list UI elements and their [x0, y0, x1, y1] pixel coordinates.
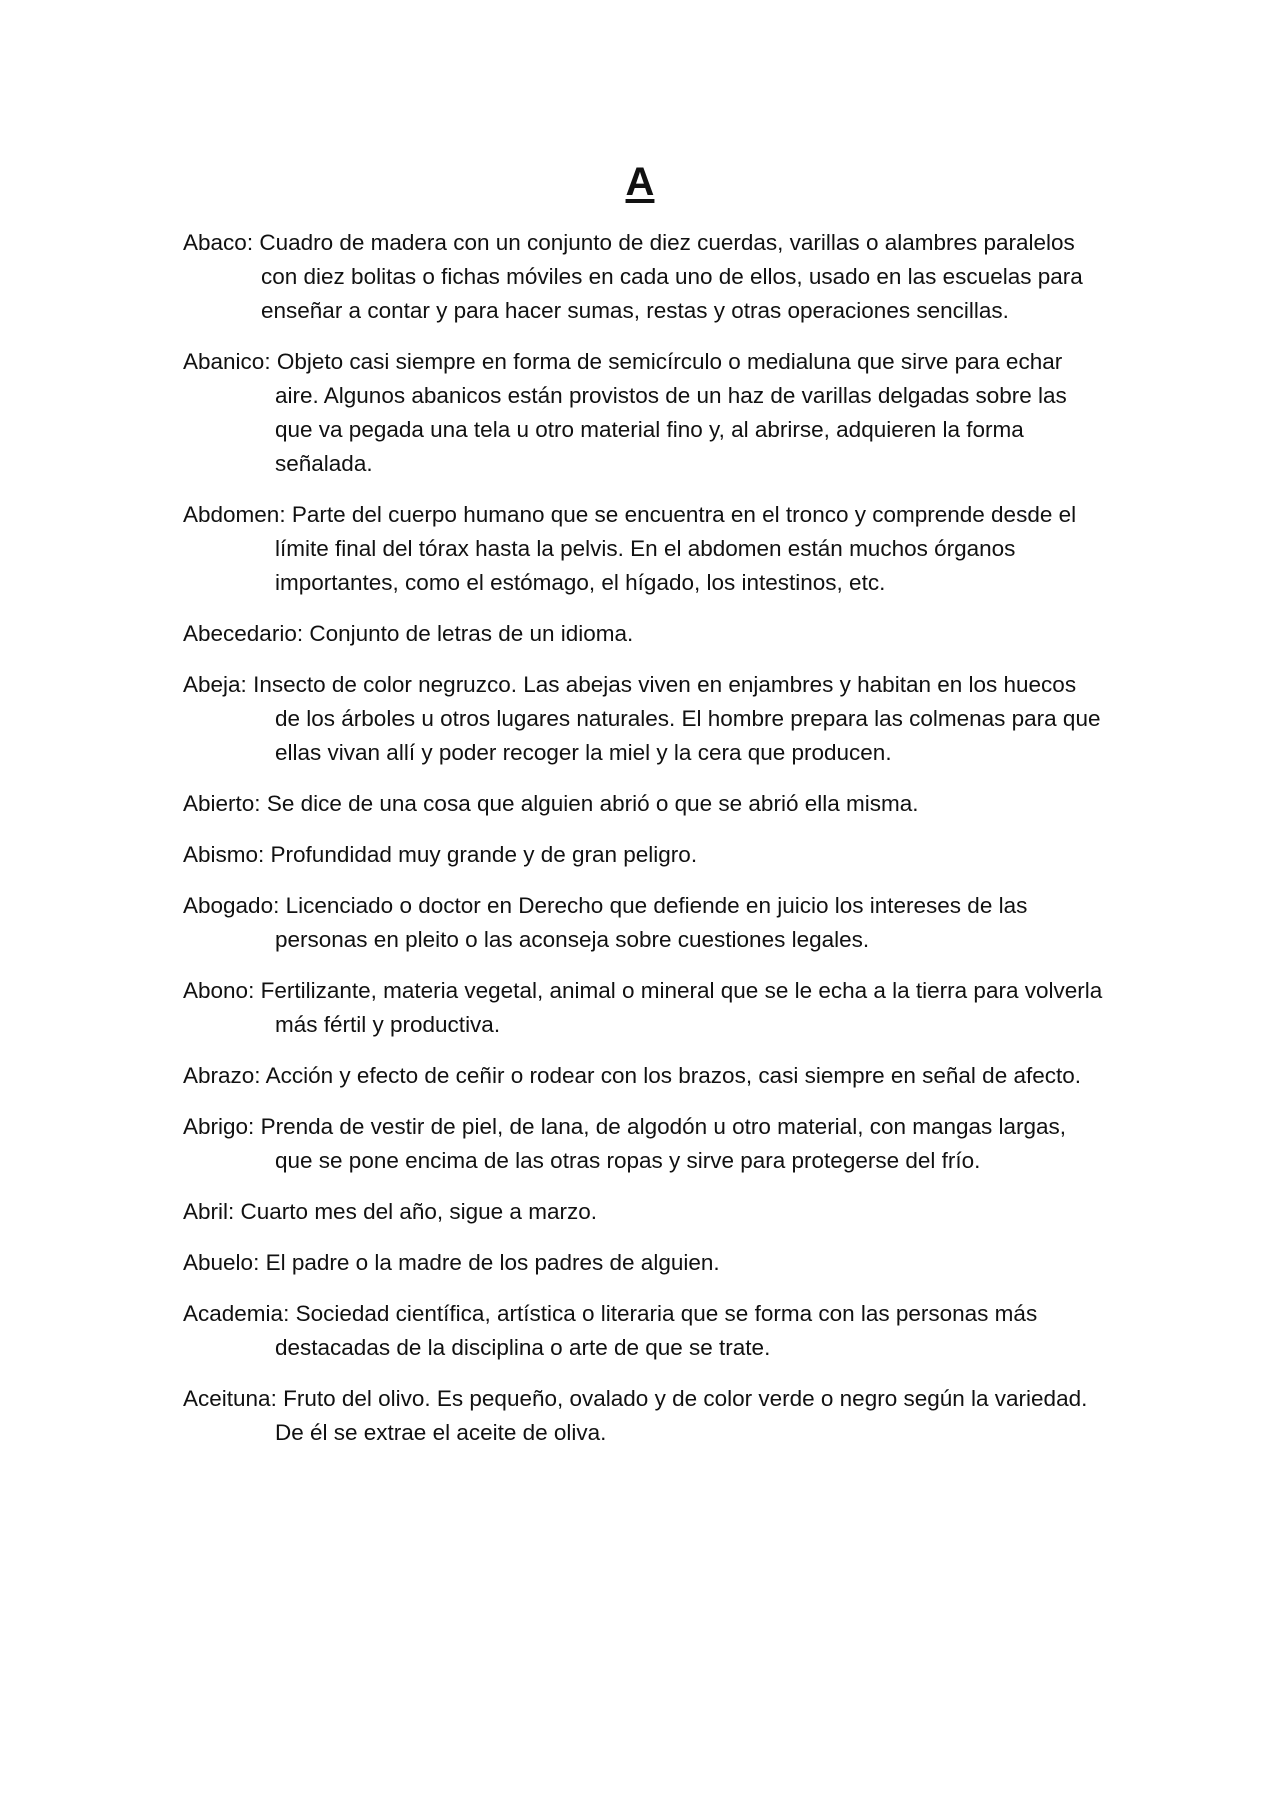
entry-definition: Se dice de una cosa que alguien abrió o que se abrió ella misma.	[266, 791, 919, 816]
glossary-entry: Aceituna: Fruto del olivo. Es pequeño, ovalado y de color verde o negro según la variedad. De él se extrae el aceite de oliva.	[183, 1386, 1088, 1445]
glossary-entry: Abismo: Profundidad muy grande y de gran peligro.	[183, 842, 698, 867]
entry-term: Abecedario	[183, 621, 297, 646]
entry-term: Abanico	[183, 349, 265, 374]
entry-definition: Prenda de vestir de piel, de lana, de algodón u otro material, con mangas largas, que se pone encima de las otras ropas y sirve para protegerse del frío.	[260, 1114, 1067, 1173]
glossary-entry: Abdomen: Parte del cuerpo humano que se encuentra en el tronco y comprende desde el límite final del tórax hasta la pelvis. En el abdomen están muchos órganos importantes, como el estómago, el hígado, los intestinos, etc.	[183, 502, 1077, 595]
entry-term: Abaco	[183, 230, 247, 255]
glossary-entry: Abecedario: Conjunto de letras de un idioma.	[183, 621, 634, 646]
glossary-entry: Abierto: Se dice de una cosa que alguien abrió o que se abrió ella misma.	[183, 791, 919, 816]
glossary-entries	[183, 226, 1103, 1467]
entry-term: Aceituna	[183, 1386, 271, 1411]
entry-term: Abismo	[183, 842, 259, 867]
glossary-entry: Abuelo: El padre o la madre de los padres de alguien.	[183, 1250, 720, 1275]
entry-term: Abril	[183, 1199, 229, 1224]
entry-definition: Objeto casi siempre en forma de semicírculo o medialuna que sirve para echar aire. Algunos abanicos están provistos de un haz de varillas delgadas sobre las que va pegada una tela u otro material fino y, al abrirse, adquieren la forma señalada.	[275, 349, 1067, 476]
entry-definition: Sociedad científica, artística o literaria que se forma con las personas más destacadas de la disciplina o arte de que se trate.	[275, 1301, 1038, 1360]
glossary-entry: Abanico: Objeto casi siempre en forma de semicírculo o medialuna que sirve para echar aire. Algunos abanicos están provistos de un haz de varillas delgadas sobre las que va pegada una tela u otro material fino y, al abrirse, adquieren la forma señalada.	[183, 349, 1067, 476]
entry-term: Abrigo	[183, 1114, 249, 1139]
entry-definition: Fertilizante, materia vegetal, animal o mineral que se le echa a la tierra para volverla más fértil y productiva.	[260, 978, 1103, 1037]
section-letter-heading: A	[625, 160, 655, 204]
glossary-entry: Abrazo: Acción y efecto de ceñir o rodear con los brazos, casi siempre en señal de afecto.	[183, 1063, 1082, 1088]
entry-definition: Parte del cuerpo humano que se encuentra en el tronco y comprende desde el límite final del tórax hasta la pelvis. En el abdomen están muchos órganos importantes, como el estómago, el hígado, los intestinos, etc.	[275, 502, 1077, 595]
glossary-entry: Abogado: Licenciado o doctor en Derecho que defiende en juicio los intereses de las personas en pleito o las aconseja sobre cuestiones legales.	[183, 893, 1028, 952]
entry-term: Abdomen	[183, 502, 280, 527]
entry-definition: Cuadro de madera con un conjunto de diez cuerdas, varillas o alambres paralelos con diez bolitas o fichas móviles en cada uno de ellos, usado en las escuelas para enseñar a contar y para hacer sumas, restas y otras operaciones sencillas.	[259, 230, 1083, 323]
entry-term: Abogado	[183, 893, 274, 918]
glossary-entry: Abrigo: Prenda de vestir de piel, de lana, de algodón u otro material, con mangas largas, que se pone encima de las otras ropas y sirve para protegerse del frío.	[183, 1114, 1067, 1173]
entry-definition: Cuarto mes del año, sigue a marzo.	[240, 1199, 597, 1224]
entry-definition: Profundidad muy grande y de gran peligro.	[270, 842, 698, 867]
glossary-entry: Abono: Fertilizante, materia vegetal, animal o mineral que se le echa a la tierra para volverla más fértil y productiva.	[183, 978, 1103, 1037]
glossary-entry: Academia: Sociedad científica, artística o literaria que se forma con las personas más destacadas de la disciplina o arte de que se trate.	[183, 1301, 1038, 1360]
glossary-entry: Abeja: Insecto de color negruzco. Las abejas viven en enjambres y habitan en los huecos de los árboles u otros lugares naturales. El hombre prepara las colmenas para que ellas vivan allí y poder recoger la miel y la cera que producen.	[183, 672, 1101, 765]
entry-definition: Acción y efecto de ceñir o rodear con los brazos, casi siempre en señal de afecto.	[265, 1063, 1082, 1088]
entry-definition: Licenciado o doctor en Derecho que defiende en juicio los intereses de las personas en pleito o las aconseja sobre cuestiones legales.	[275, 893, 1028, 952]
entry-definition: Fruto del olivo. Es pequeño, ovalado y de color verde o negro según la variedad. De él se extrae el aceite de oliva.	[275, 1386, 1088, 1445]
glossary-entry: Abril: Cuarto mes del año, sigue a marzo.	[183, 1199, 597, 1224]
entry-definition: Conjunto de letras de un idioma.	[309, 621, 634, 646]
entry-term: Abierto	[183, 791, 255, 816]
entry-definition: El padre o la madre de los padres de alguien.	[265, 1250, 720, 1275]
entry-definition: Insecto de color negruzco. Las abejas viven en enjambres y habitan en los huecos de los árboles u otros lugares naturales. El hombre prepara las colmenas para que ellas vivan allí y poder recoger la miel y la cera que producen.	[253, 672, 1101, 765]
entry-term: Abrazo	[183, 1063, 255, 1088]
entry-term: Academia	[183, 1301, 284, 1326]
entry-term: Abono	[183, 978, 249, 1003]
entry-term: Abeja	[183, 672, 241, 697]
entry-term: Abuelo	[183, 1250, 254, 1275]
glossary-entry: Abaco: Cuadro de madera con un conjunto de diez cuerdas, varillas o alambres paralelos con diez bolitas o fichas móviles en cada uno de ellos, usado en las escuelas para enseñar a contar y para hacer sumas, restas y otras operaciones sencillas.	[183, 230, 1083, 323]
